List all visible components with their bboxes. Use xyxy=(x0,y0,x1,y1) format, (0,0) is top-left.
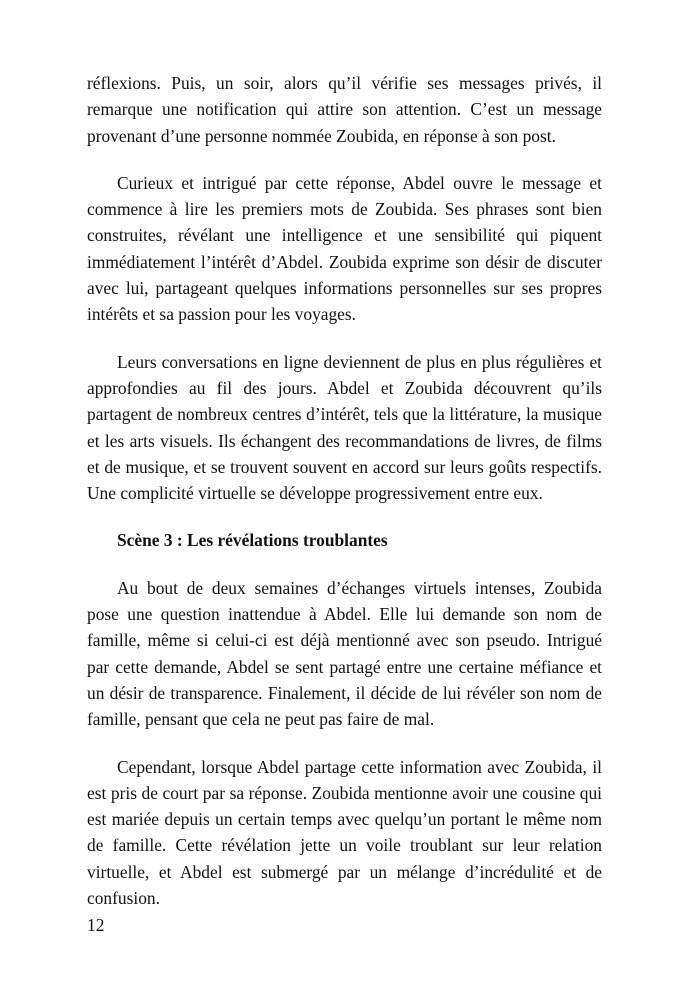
page-number: 12 xyxy=(87,915,105,935)
scene-heading: Scène 3 : Les révélations troublantes xyxy=(117,530,388,551)
body-text xyxy=(87,70,602,932)
paragraph-cependant: Cependant, lorsque Abdel partage cette information avec Zoubida, il est pris de court par sa réponse. Zoubida mentionne avoir une cousine qui est mariée depuis un certain temps avec quelqu’un portant le même nom de famille. Cette révélation jette un voile troublant sur leur relation virtuelle, et Abdel est submergé par un mélange d’incrédulité et de confusion. xyxy=(87,756,602,909)
paragraph-deux-semaines: Au bout de deux semaines d’échanges virtuels intenses, Zoubida pose une question inattendue à Abdel. Elle lui demande son nom de famille, même si celui-ci est déjà mentionné avec son pseudo. Intrigué par cette demande, Abdel se sent partagé entre une certaine méfiance et un désir de transparence. Finalement, il décide de lui révéler son nom de famille, pensant que cela ne peut pas faire de mal. xyxy=(87,577,602,730)
paragraph-conversations: Leurs conversations en ligne deviennent de plus en plus régulières et approfondies au fil des jours. Abdel et Zoubida découvrent qu’ils partagent de nombreux centres d’intérêt, tels que la littérature, la musique et les arts visuels. Ils échangent des recommandations de livres, de films et de musique, et se trouvent souvent en accord sur leurs goûts respectifs. Une complicité virtuelle se développe progressivement entre eux. xyxy=(87,351,602,504)
paragraph-curieux: Curieux et intrigué par cette réponse, Abdel ouvre le message et commence à lire les premiers mots de Zoubida. Ses phrases sont bien construites, révélant une intelligence et une sensibilité qui piquent immédiatement l’intérêt d’Abdel. Zoubida exprime son désir de discuter avec lui, partageant quelques informations personnelles sur ses propres intérêts et sa passion pour les voyages. xyxy=(87,172,602,325)
paragraph-continuation: réflexions. Puis, un soir, alors qu’il vérifie ses messages privés, il remarque une notification qui attire son attention. C’est un message provenant d’une personne nommée Zoubida, en réponse à son post. xyxy=(87,73,602,146)
